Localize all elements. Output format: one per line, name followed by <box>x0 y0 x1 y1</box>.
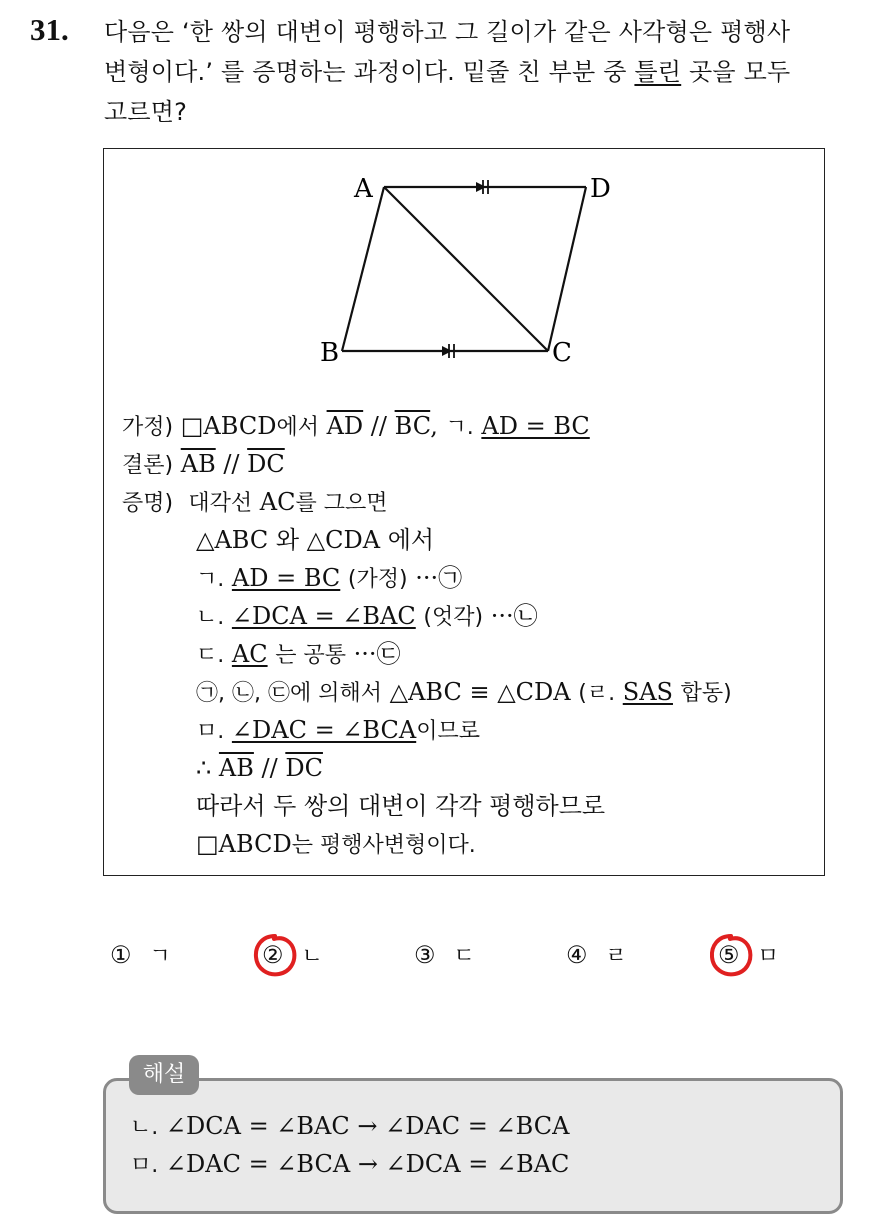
step-5 <box>196 715 480 747</box>
step-6 <box>196 753 323 783</box>
side-ab <box>342 187 384 351</box>
step-4-close: 합동) <box>680 681 732 706</box>
parallelogram-figure <box>104 149 826 389</box>
vertex-label-d: D <box>590 174 611 204</box>
step-1-ref: ···㉠ <box>415 564 463 592</box>
side-dc <box>548 187 586 351</box>
solution-line-1-mark: ㄴ. <box>130 1115 159 1140</box>
assumption-label: 가정) <box>122 415 174 440</box>
assumption-underlined: AD = BC <box>481 412 590 440</box>
assumption-quad: □ABCD <box>180 412 277 440</box>
choice-1[interactable] <box>110 935 171 977</box>
step-1-mark: ㄱ. <box>196 567 225 592</box>
answer-choices <box>0 935 884 979</box>
proof-label: 증명) <box>122 491 174 516</box>
diagonal-ac <box>384 187 548 351</box>
proof-intro-line <box>122 487 387 519</box>
assumption-comma: , <box>430 412 438 440</box>
vertex-label-a: A <box>354 174 373 204</box>
vertex-label-c: C <box>552 338 572 368</box>
step-4 <box>196 677 732 709</box>
step-6-parallel: // <box>253 754 286 782</box>
solution-line-2 <box>130 1148 569 1182</box>
step-5-content: ∠DAC = ∠BCA <box>231 716 417 744</box>
choice-5-number: ⑤ <box>718 941 740 969</box>
triangles-line: △ABC 와 △CDA 에서 <box>196 526 435 554</box>
solution-line-1-text: ∠DCA = ∠BAC → ∠DAC = ∠BCA <box>165 1112 570 1140</box>
step-4-open: (ㄹ. <box>578 681 616 706</box>
parallel-arrow-ad <box>476 182 486 192</box>
step-3 <box>196 639 401 671</box>
question-line-3: 고르면? <box>104 98 188 126</box>
proof-intro-seg: AC <box>259 488 296 516</box>
solution-line-2-text: ∠DAC = ∠BCA → ∠DCA = ∠BAC <box>165 1150 570 1178</box>
conclusion-seg-ab: $\overline{AB}$ <box>180 450 216 478</box>
conclusion-label: 결론) <box>122 453 174 478</box>
solution-line-2-mark: ㅁ. <box>130 1153 159 1178</box>
choice-5[interactable] <box>718 935 779 977</box>
step-4-underlined: SAS <box>622 678 673 706</box>
question-text <box>104 12 874 132</box>
step-8-end: 는 평행사변형이다. <box>291 833 476 858</box>
assumption-parallel: // <box>363 412 395 440</box>
question-line-1: 다음은 ‘한 쌍의 대변이 평행하고 그 길이가 같은 사각형은 평행사 <box>104 18 791 46</box>
step-2-reason: (엇각) <box>423 605 484 630</box>
choice-3[interactable] <box>414 935 475 977</box>
step-4-content: △ABC ≡ △CDA <box>389 678 571 706</box>
step-8 <box>196 829 476 861</box>
solution-line-1 <box>130 1110 569 1144</box>
parallel-arrow-bc <box>442 346 452 356</box>
step-1-reason: (가정) <box>347 567 408 592</box>
step-6-seg-dc: $\overline{DC}$ <box>285 754 323 782</box>
step-3-ref: ···㉢ <box>353 640 401 668</box>
question-line-2 <box>104 52 874 92</box>
choice-4-number: ④ <box>566 941 588 969</box>
question-number: 31. <box>30 12 69 47</box>
choice-1-label: ㄱ <box>149 944 171 969</box>
choice-4[interactable] <box>566 935 627 977</box>
conclusion-seg-dc: $\overline{DC}$ <box>247 450 285 478</box>
step-2-mark: ㄴ. <box>196 605 225 630</box>
choice-3-number: ③ <box>414 941 436 969</box>
step-2-content: ∠DCA = ∠BAC <box>231 602 416 630</box>
proof-intro-end: 를 그으면 <box>295 491 388 516</box>
solution-box <box>103 1078 843 1214</box>
assumption-mark: ㄱ. <box>445 415 474 440</box>
conclusion-line <box>122 449 285 481</box>
conclusion-parallel: // <box>215 450 248 478</box>
step-2 <box>196 601 538 633</box>
choice-2[interactable] <box>262 935 323 977</box>
choice-1-number: ① <box>110 941 132 969</box>
choice-5-label: ㅁ <box>757 944 779 969</box>
step-5-end: 이므로 <box>416 719 480 744</box>
proof-intro-word: 대각선 <box>188 491 253 516</box>
step-6-seg-ab: $\overline{AB}$ <box>218 754 254 782</box>
step-1 <box>196 563 462 595</box>
step-2-ref: ···㉡ <box>490 602 538 630</box>
vertex-label-b: B <box>320 338 340 368</box>
step-7: 따라서 두 쌍의 대변이 각각 평행하므로 <box>196 792 606 820</box>
step-4-pre: ㉠, ㉡, ㉢에 의해서 <box>196 681 382 706</box>
assumption-seg-ad: $\overline{AD}$ <box>326 412 364 440</box>
choice-3-label: ㄷ <box>453 944 475 969</box>
step-8-quad: □ABCD <box>196 830 292 858</box>
question-line-2-end: 곳을 모두 <box>681 58 791 86</box>
step-5-mark: ㅁ. <box>196 719 225 744</box>
question-line-2-start: 변형이다.’ 를 증명하는 과정이다. 밑줄 친 부분 중 <box>104 58 635 86</box>
choice-2-number: ② <box>262 941 284 969</box>
assumption-seg-bc: $\overline{BC}$ <box>394 412 431 440</box>
step-3-mark: ㄷ. <box>196 643 225 668</box>
step-3-content: AC <box>231 640 268 668</box>
choice-4-label: ㄹ <box>605 944 627 969</box>
assumption-line <box>122 411 590 443</box>
solution-tag: 해설 <box>129 1055 199 1095</box>
proof-box <box>103 148 825 876</box>
step-6-therefore: ∴ <box>196 754 212 782</box>
step-1-content: AD = BC <box>231 564 341 592</box>
choice-2-label: ㄴ <box>301 944 323 969</box>
question-underlined-word: 틀린 <box>634 58 682 86</box>
assumption-word: 에서 <box>276 415 319 440</box>
step-3-reason: 는 공통 <box>275 643 346 668</box>
